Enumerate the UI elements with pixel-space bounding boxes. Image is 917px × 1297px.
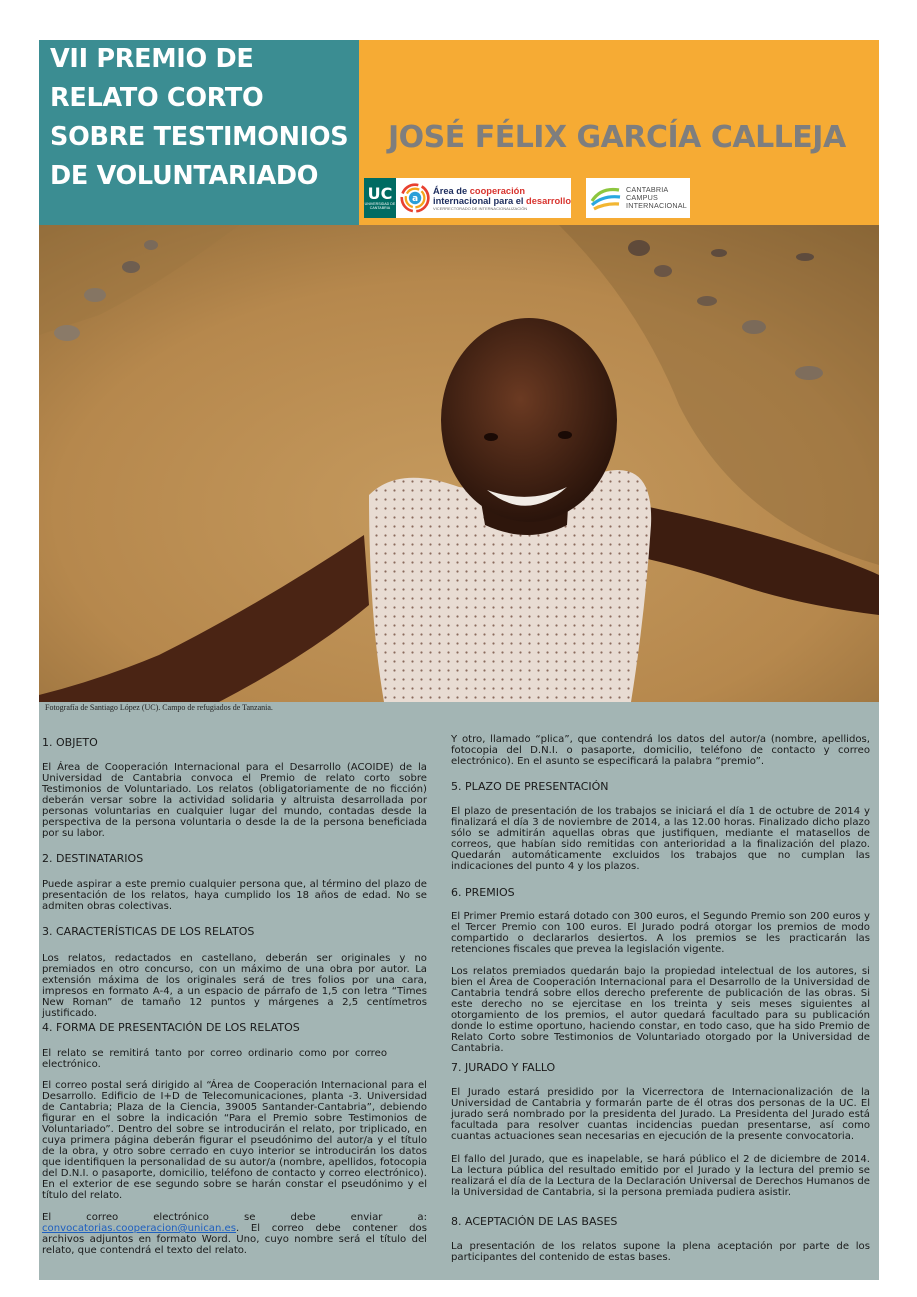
- acoide-text-3: VICERRECTORADO DE INTERNACIONALIZACIÓN: [433, 205, 528, 211]
- section-text-presentacion-1: El relato se remitirá tanto por correo ordinario como por correo electrónico.: [42, 1048, 387, 1070]
- acoide-text-2b: para el: [490, 195, 527, 206]
- section-heading-objeto: 1. OBJETO: [42, 736, 98, 749]
- section-heading-premios: 6. PREMIOS: [451, 886, 515, 899]
- uc-acoide-logo: [364, 178, 571, 218]
- acoide-logo-icon: [400, 181, 430, 215]
- cantabria-campus-logo: [586, 178, 690, 218]
- rules-section: [39, 702, 879, 1280]
- section-text-objeto: El Área de Cooperación Internacional para el Desarrollo (ACOIDE) de la Universidad de Cantabria convoca el Premio de relato corto sobre Testimonios de Voluntariado. Los relatos (obligatoriamente de no ficción) deberán versar sobre la actividad solidaria y altruista desarrollada por personas voluntarias en cualquier lugar del mundo, contadas desde la perspectiva de la persona voluntaria o desde la de la persona beneficiada por su labor.: [42, 762, 427, 839]
- email-link[interactable]: convocatorias.cooperacion@unican.es: [42, 1223, 237, 1234]
- author-name: JOSÉ FÉLIX GARCÍA CALLEJA: [388, 120, 846, 155]
- cantabria-campus-icon: [589, 181, 623, 215]
- section-heading-destinatarios: 2. DESTINATARIOS: [42, 852, 144, 865]
- photo-caption: Fotografía de Santiago López (UC). Campo de refugiados de Tanzania.: [45, 703, 273, 712]
- section-text-presentacion-4: Y otro, llamado “plica”, que contendrá los datos del autor/a (nombre, apellidos, fotocopia del D.N.I. o pasaporte, domicilio, teléfono de contacto y correo electrónico). En el asunto se especificará la palabra “premio”.: [451, 734, 870, 767]
- section-text-presentacion-3: [42, 1212, 427, 1256]
- section-heading-aceptacion: 8. ACEPTACIÓN DE LAS BASES: [451, 1215, 618, 1228]
- section-heading-presentacion: 4. FORMA DE PRESENTACIÓN DE LOS RELATOS: [42, 1021, 300, 1034]
- poster: [39, 40, 879, 1280]
- acoide-text-1a: Área de: [433, 185, 470, 196]
- poster-title: [50, 40, 348, 196]
- title-line: DE VOLUNTARIADO: [50, 161, 319, 191]
- section-text-premios-2: Los relatos premiados quedarán bajo la propiedad intelectual de los autores, si bien el Área de Cooperación Internacional para el Desarrollo de la Universidad de Cantabria tendrá sobre ellos derecho preferente de publicación de las obras. Si este derecho no se ejercitase en los treinta y seis meses siguientes al otorgamiento de los premios, el autor quedará facultado para su publicación donde lo estime oportuno, haciendo constar, en todo caso, que ha sido Premio de Relato Corto sobre Testimonios de Voluntariado otorgado por la Universidad de Cantabria.: [451, 966, 870, 1054]
- title-line: SOBRE TESTIMONIOS: [50, 122, 349, 152]
- acoide-text-1b: cooperación: [469, 185, 526, 196]
- section-heading-jurado: 7. JURADO Y FALLO: [451, 1061, 556, 1074]
- cci-line-2: CAMPUS: [626, 193, 658, 202]
- svg-text:a: a: [411, 194, 418, 205]
- cantabria-campus-text: [626, 186, 687, 210]
- section-text-jurado-1: El Jurado estará presidido por la Vicerrectora de Internacionalización de la Universidad de Cantabria y formarán parte de él otras dos personas de la UC. El jurado será nombrado por la presidenta del Jurado. La Presidenta del Jurado está facultada para resolver cuantas incidencias puedan presentarse, así como cuantas actuaciones sean necesarias en ejecución de la presente convocatoria.: [451, 1087, 870, 1142]
- hero-photo: [39, 225, 879, 702]
- uc-logo: [364, 178, 396, 218]
- section-text-plazo: El plazo de presentación de los trabajos se iniciará el día 1 de octubre de 2014 y finalizará el día 3 de noviembre de 2014, a las 12.00 horas. Finalizado dicho plazo sólo se admitirán aquellas obras que justifiquen, mediante el matasellos de correos, que habían sido remitidas con anterioridad a la finalización del plazo. Quedarán automáticamente excluidos los trabajos que no cumplan las indicaciones del punto 4 y los plazos.: [451, 806, 870, 872]
- title-line: VII PREMIO DE: [50, 44, 254, 74]
- title-line: RELATO CORTO: [50, 83, 264, 113]
- section-text-aceptacion: La presentación de los relatos supone la plena aceptación por parte de los participantes del contenido de estas bases.: [451, 1241, 870, 1263]
- child-photo-illustration: [39, 225, 879, 702]
- section-text-destinatarios: Puede aspirar a este premio cualquier persona que, al término del plazo de presentación de los relatos, haya cumplido los 18 años de edad. No se admiten obras colectivas.: [42, 879, 427, 912]
- acoide-text-2c: desarrollo: [526, 195, 571, 206]
- section-text-jurado-2: El fallo del Jurado, que es inapelable, se hará público el 2 de diciembre de 2014. La lectura pública del resultado emitido por el Jurado y la lectura del premio se realizará el día de la Lectura de la Declaración Universal de Derechos Humanos de la Universidad de Cantabria, si la persona premiada pudiera asistir.: [451, 1154, 870, 1198]
- uc-logo-letters: UC: [367, 184, 393, 203]
- email-outro: . El correo debe contener dos archivos adjuntos en formato Word. Uno, cuyo nombre será el título del relato, que contendrá el texto del relato.: [42, 1223, 427, 1256]
- uc-logo-subtitle: UNIVERSIDAD DE CANTABRIA: [364, 202, 396, 210]
- cci-line-3: INTERNACIONAL: [626, 201, 687, 210]
- section-text-caracteristicas: Los relatos, redactados en castellano, deberán ser originales y no premiados en otro concurso, con un máximo de una obra por autor. La extensión máxima de los originales será de tres folios por una cara, impresos en formato A-4, a un espacio de párrafo de 1,5 con letra “Times New Roman” de tamaño 12 puntos y márgenes a 2,5 centímetros justificado.: [42, 953, 427, 1019]
- section-heading-plazo: 5. PLAZO DE PRESENTACIÓN: [451, 780, 609, 793]
- acoide-logo-text: [433, 186, 571, 211]
- acoide-text-2a: internacional: [433, 195, 491, 206]
- section-text-premios-1: El Primer Premio estará dotado con 300 euros, el Segundo Premio son 200 euros y el Tercer Premio con 100 euros. El Jurado podrá otorgar los premios de modo compartido o declararlos desiertos. A los premios se les practicarán las retenciones fiscales que prevea la legislación vigente.: [451, 911, 870, 955]
- title-block: [39, 40, 359, 225]
- cci-line-1: CANTABRIA: [626, 185, 669, 194]
- section-text-presentacion-2: El correo postal será dirigido al “Área de Cooperación Internacional para el Desarrollo. Edificio de I+D de Telecomunicaciones, planta -3. Universidad de Cantabria; Plaza de la Ciencia, 39005 Santander-Cantabria”, debiendo figurar en el sobre la indicación “Para el Premio sobre Testimonios de Voluntariado”. Dentro del sobre se introducirán el relato, por triplicado, en cuya primera página deberán figurar el pseudónimo del autor/a y el título de la obra, y otro sobre cerrado en cuyo interior se introducirán los datos que identifiquen la personalidad de su autor/a (nombre, apellidos, fotocopia del D.N.I. o pasaporte, domicilio, teléfono de contacto y correo electrónico). En el exterior de ese segundo sobre se harán constar el pseudónimo y el título del relato.: [42, 1080, 427, 1201]
- section-heading-caracteristicas: 3. CARACTERÍSTICAS DE LOS RELATOS: [42, 925, 255, 938]
- email-intro: El correo electrónico se debe enviar a:: [42, 1212, 427, 1223]
